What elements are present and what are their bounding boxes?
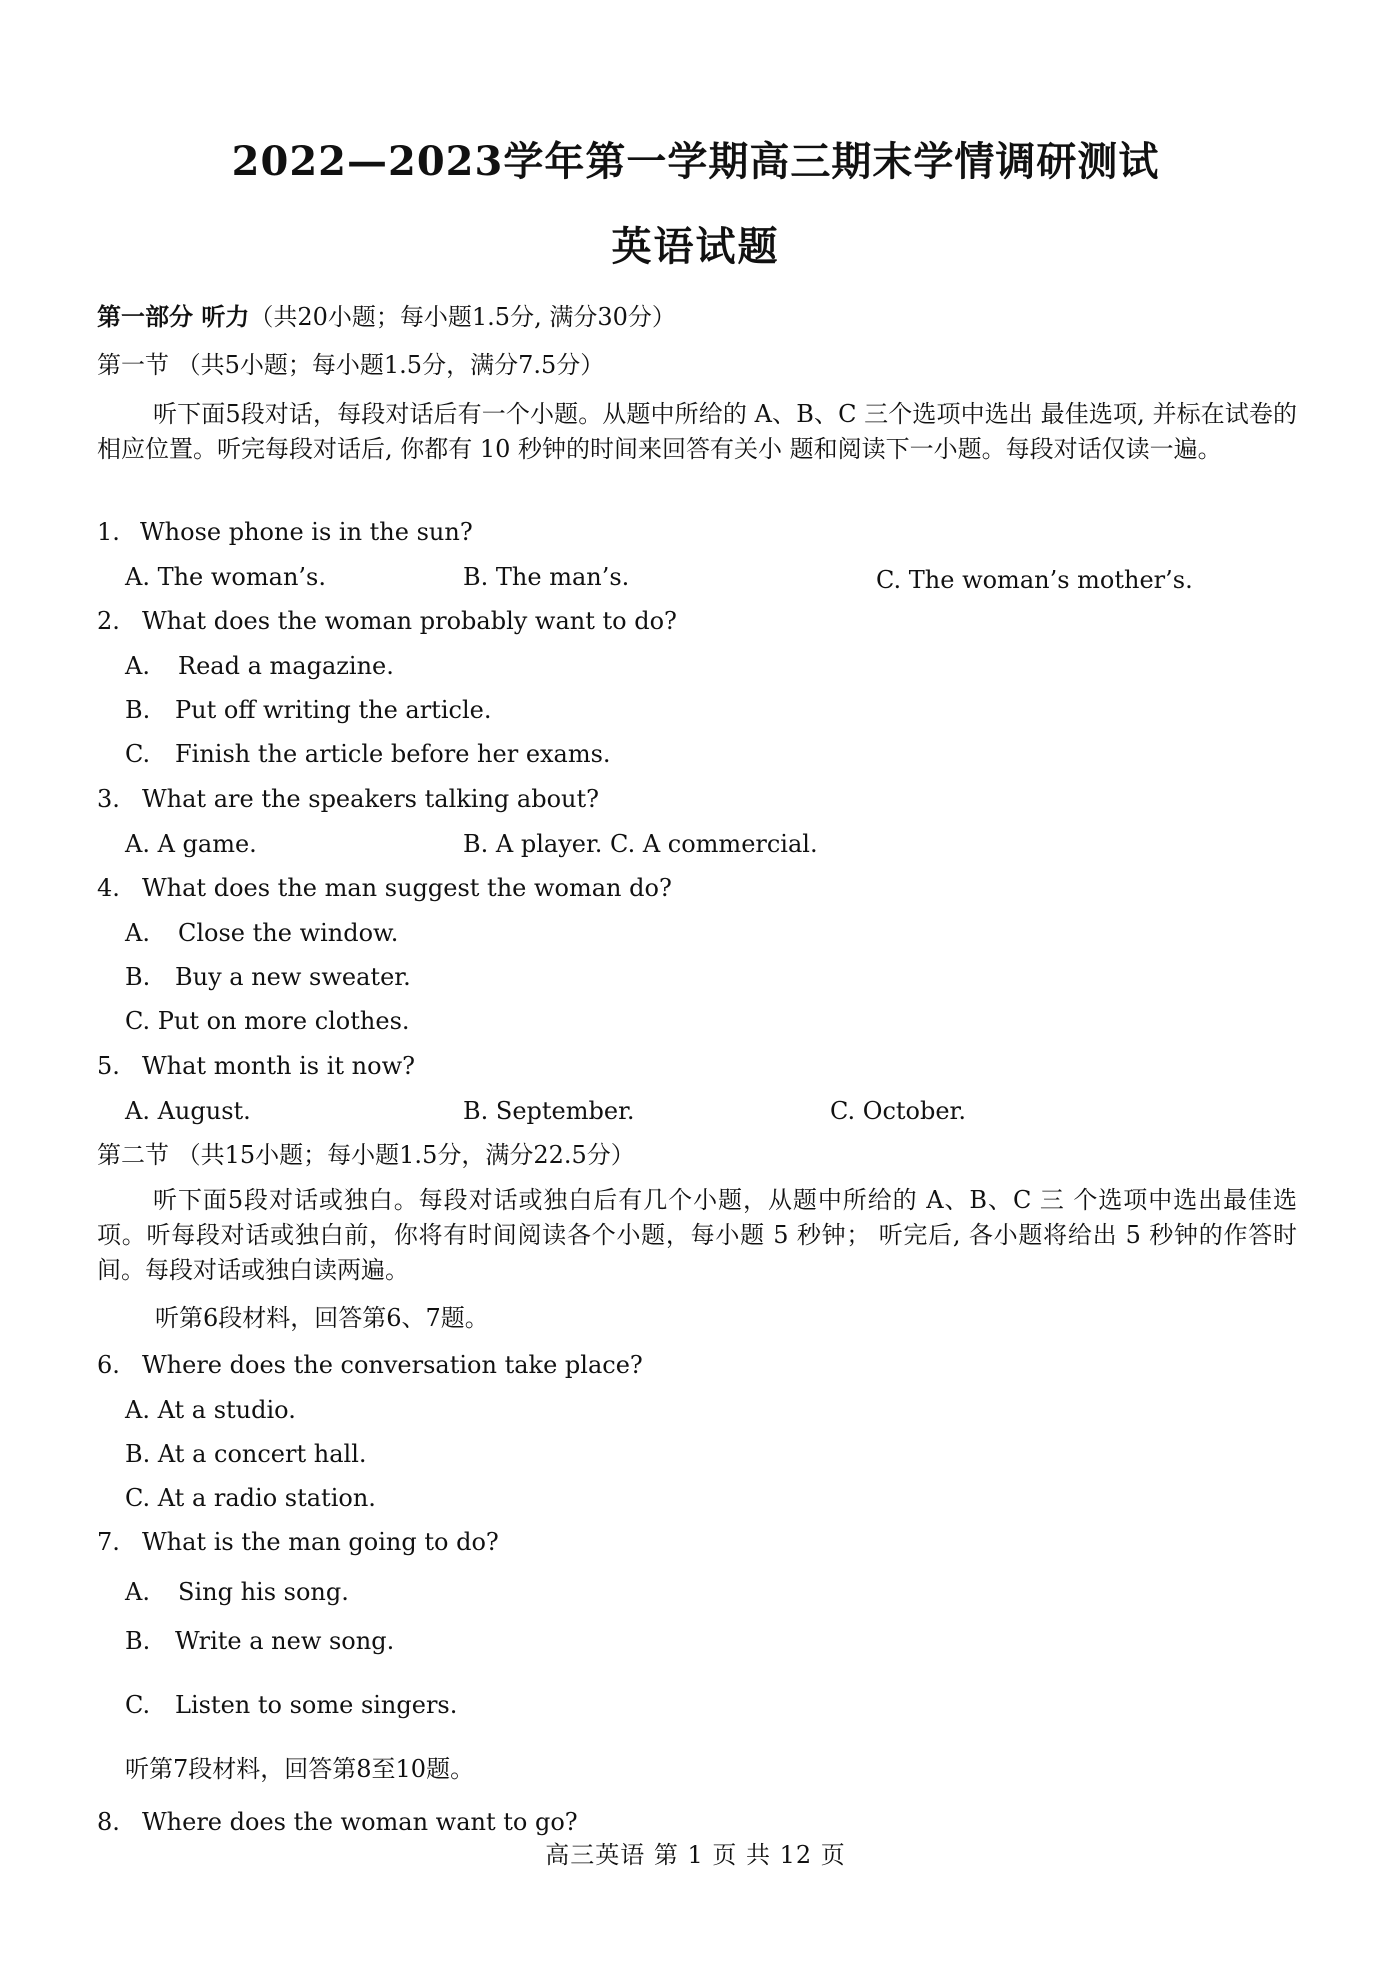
q2-option-b-label: B. bbox=[125, 696, 151, 724]
q1-option-a: A. The woman’s. bbox=[125, 563, 326, 591]
q6-option-b: B. At a concert hall. bbox=[125, 1440, 367, 1468]
q1-text: Whose phone is in the sun? bbox=[140, 518, 473, 546]
q1-option-b: B. The man’s. bbox=[463, 563, 630, 591]
section2-instructions: 听下面5段对话或独白。每段对话或独白后有几个小题，从题中所给的 A、B、C 三 个选项中选出最佳选项。听每段对话或独白前，你将有时间阅读各个小题，每小题 5 秒钟； 听完后, 各小题将给出 5 秒钟的作答时间。每段对话或独白读两遍。 bbox=[97, 1186, 1297, 1284]
part1-heading-rest: （共20小题；每小题1.5分, 满分30分） bbox=[249, 303, 676, 331]
q2-option-b: Put off writing the article. bbox=[175, 696, 492, 724]
part1-heading-bold: 第一部分 听力 bbox=[97, 302, 250, 331]
q2-text: What does the woman probably want to do? bbox=[142, 607, 677, 635]
q6-option-c: C. At a radio station. bbox=[125, 1484, 376, 1512]
part1-heading bbox=[97, 302, 676, 332]
q7-option-c-label: C. bbox=[125, 1691, 151, 1719]
q3-option-a: A. A game. bbox=[125, 830, 257, 858]
q1-option-c: C. The woman’s mother’s. bbox=[876, 566, 1193, 594]
q7-option-a-label: A. bbox=[125, 1578, 150, 1606]
q8-number: 8. bbox=[97, 1808, 120, 1836]
q2-option-a-label: A. bbox=[125, 652, 150, 680]
q3-number: 3. bbox=[97, 785, 120, 813]
exam-subtitle: 英语试题 bbox=[611, 223, 780, 270]
q2-option-c-label: C. bbox=[125, 740, 151, 768]
page-footer: 高三英语 第 1 页 共 12 页 bbox=[545, 1841, 846, 1869]
q2-number: 2. bbox=[97, 607, 120, 635]
q3-option-bc: B. A player. C. A commercial. bbox=[463, 830, 818, 858]
q4-option-b-label: B. bbox=[125, 963, 151, 991]
q7-option-b-label: B. bbox=[125, 1627, 151, 1655]
q7-text: What is the man going to do? bbox=[142, 1528, 499, 1556]
material7-instruction: 听第7段材料，回答第8至10题。 bbox=[125, 1755, 475, 1783]
q7-number: 7. bbox=[97, 1528, 120, 1556]
material6-instruction: 听第6段材料，回答第6、7题。 bbox=[155, 1304, 489, 1332]
q4-option-c: C. Put on more clothes. bbox=[125, 1007, 410, 1035]
q1-number: 1. bbox=[97, 518, 120, 546]
q4-text: What does the man suggest the woman do? bbox=[142, 874, 672, 902]
section2-heading: 第二节 （共15小题；每小题1.5分，满分22.5分） bbox=[97, 1141, 635, 1169]
section1-instructions: 听下面5段对话，每段对话后有一个小题。从题中所给的 A、B、C 三个选项中选出 最佳选项, 并标在试卷的相应位置。听完每段对话后, 你都有 10 秒钟的时间来回答有关小 题和阅读下一小题。每段对话仅读一遍。 bbox=[97, 400, 1297, 463]
q2-option-c: Finish the article before her exams. bbox=[175, 740, 611, 768]
q8-text: Where does the woman want to go? bbox=[142, 1808, 578, 1836]
q6-number: 6. bbox=[97, 1351, 120, 1379]
q4-option-a-label: A. bbox=[125, 919, 150, 947]
q7-option-a: Sing his song. bbox=[178, 1578, 349, 1606]
q4-option-b: Buy a new sweater. bbox=[175, 963, 411, 991]
q6-option-a: A. At a studio. bbox=[125, 1396, 296, 1424]
q4-option-a: Close the window. bbox=[178, 919, 399, 947]
q7-option-b: Write a new song. bbox=[175, 1627, 395, 1655]
q7-option-c: Listen to some singers. bbox=[175, 1691, 458, 1719]
q5-option-a: A. August. bbox=[125, 1097, 251, 1125]
exam-title: 2022—2023学年第一学期高三期末学情调研测试 bbox=[231, 138, 1160, 185]
q5-text: What month is it now? bbox=[142, 1052, 415, 1080]
section1-heading: 第一节 （共5小题；每小题1.5分，满分7.5分） bbox=[97, 351, 605, 379]
q5-option-c: C. October. bbox=[830, 1097, 967, 1125]
q5-number: 5. bbox=[97, 1052, 120, 1080]
q5-option-b: B. September. bbox=[463, 1097, 635, 1125]
q3-text: What are the speakers talking about? bbox=[142, 785, 599, 813]
q4-number: 4. bbox=[97, 874, 120, 902]
q2-option-a: Read a magazine. bbox=[178, 652, 394, 680]
q6-text: Where does the conversation take place? bbox=[142, 1351, 643, 1379]
